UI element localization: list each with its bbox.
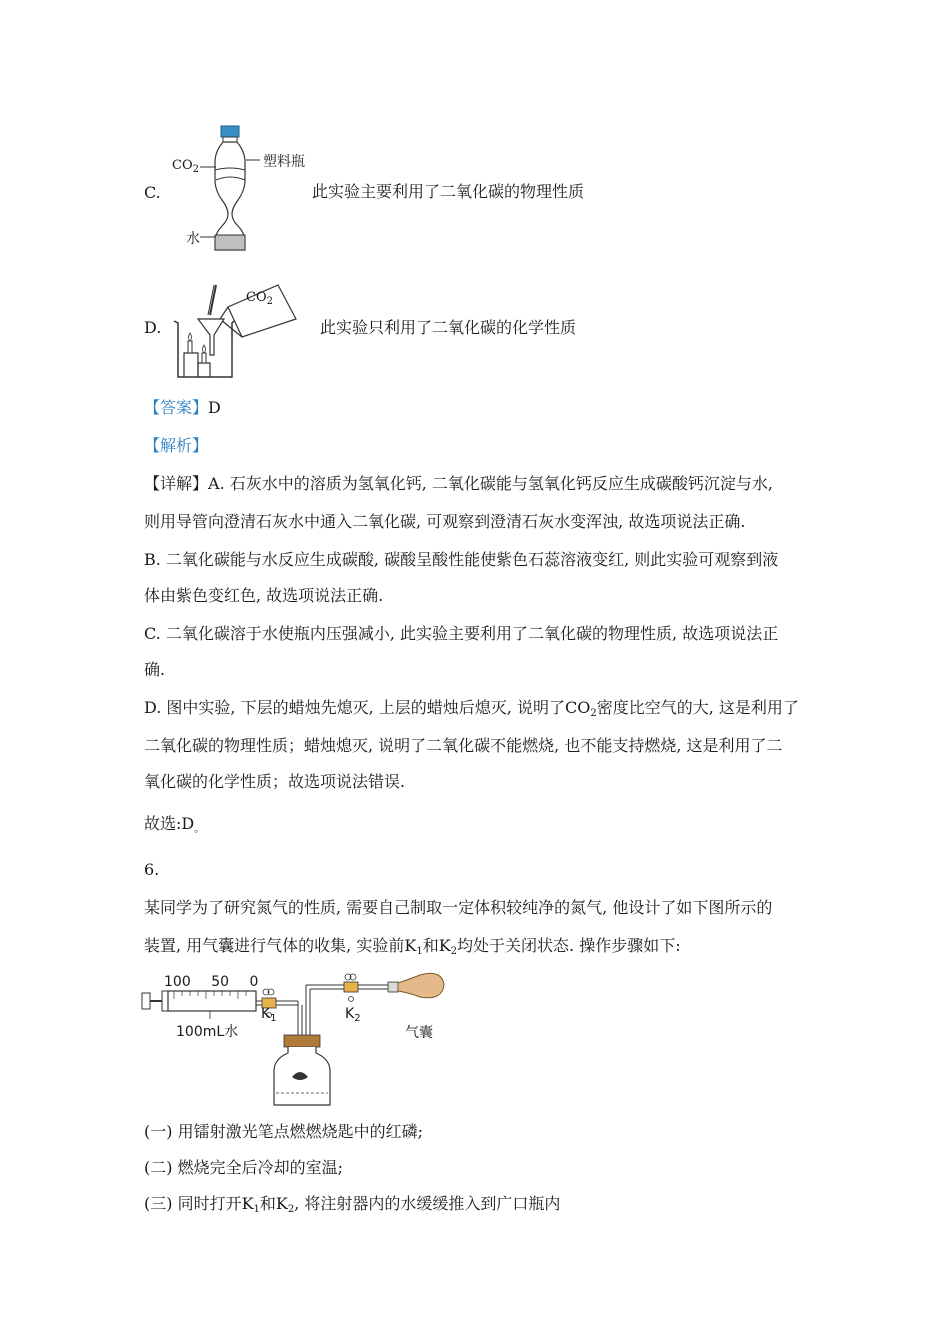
k1-label: $K_1$ [261,1006,277,1024]
water-label-c: 水 [186,231,200,247]
detail-line-8: 二氧化碳的物理性质；蜡烛熄灭, 说明了二氧化碳不能燃烧, 也不能支持燃烧, 这是利用了二 [144,736,783,755]
question-6-number: 6. [144,860,160,879]
beaker-candles-icon [170,283,300,383]
option-d-letter: D. [144,318,162,337]
detail-line-6: 确. [144,660,166,679]
option-d-statement: 此实验只利用了二氧化碳的化学性质 [320,318,577,337]
co2-label-d: $CO_2$ [246,290,273,307]
detail-line-2: 则用导管向澄清石灰水中通入二氧化碳, 可观察到澄清石灰水变浑浊, 故选项说法正确. [144,512,746,531]
step-1: (一) 用镭射激光笔点燃燃烧匙中的红磷; [144,1122,423,1141]
answer-tag: 【答案】 [144,398,209,417]
detail-line-4: 体由紫色变红色, 故选项说法正确. [144,586,384,605]
detail-tag: 【详解】 [144,474,209,493]
answer-value: D [208,398,221,417]
option-c-letter: C. [144,183,161,202]
detail-line-9: 氧化碳的化学性质；故选项说法错误. [144,772,406,791]
detail-line-1: 【详解】A. 石灰水中的溶质为氢氧化钙, 二氧化碳能与氢氧化钙反应生成碳酸钙沉淀与水, [144,474,774,493]
question-6-line-1: 某同学为了研究氮气的性质, 需要自己制取一定体积较纯净的氮气, 他设计了如下图所示的 [144,898,773,917]
k2-label: $K_2$ [345,1006,361,1024]
detail-line-7: D. 图中实验, 下层的蜡烛先熄灭, 上层的蜡烛后熄灭, 说明了$CO_2$密度比空气的大, 这是利用了 [144,698,799,719]
answer-line [144,398,221,418]
detail-line-5: C. 二氧化碳溶于水使瓶内压强减小, 此实验主要利用了二氧化碳的物理性质, 故选项说法正 [144,624,779,643]
detail-conclusion: 故选$:D_。$ [144,814,205,835]
step-3: (三) 同时打开$K_1$和$K_2$, 将注射器内的水缓缓推入到广口瓶内 [144,1194,561,1215]
plastic-bottle-label: 塑料瓶 [263,154,305,170]
option-c-statement: 此实验主要利用了二氧化碳的物理性质 [312,182,585,201]
detail-line-3: B. 二氧化碳能与水反应生成碳酸, 碳酸呈酸性能使紫色石蕊溶液变红, 则此实验可观察到液 [144,550,779,569]
question-6-line-2: 装置, 用气囊进行气体的收集, 实验前$K_1$和$K_2$均处于关闭状态. 操作步骤如下: [144,936,681,957]
step-2: (二) 燃烧完全后冷却的室温; [144,1158,343,1177]
analysis-tag: 【解析】 [144,436,209,455]
syringe-scale: 100 50 0 [164,974,259,990]
co2-label-c: $CO_2$ [172,158,199,175]
syringe-volume-label: 100mL水 [176,1024,239,1040]
gas-bag-label: 气囊 [405,1025,433,1041]
